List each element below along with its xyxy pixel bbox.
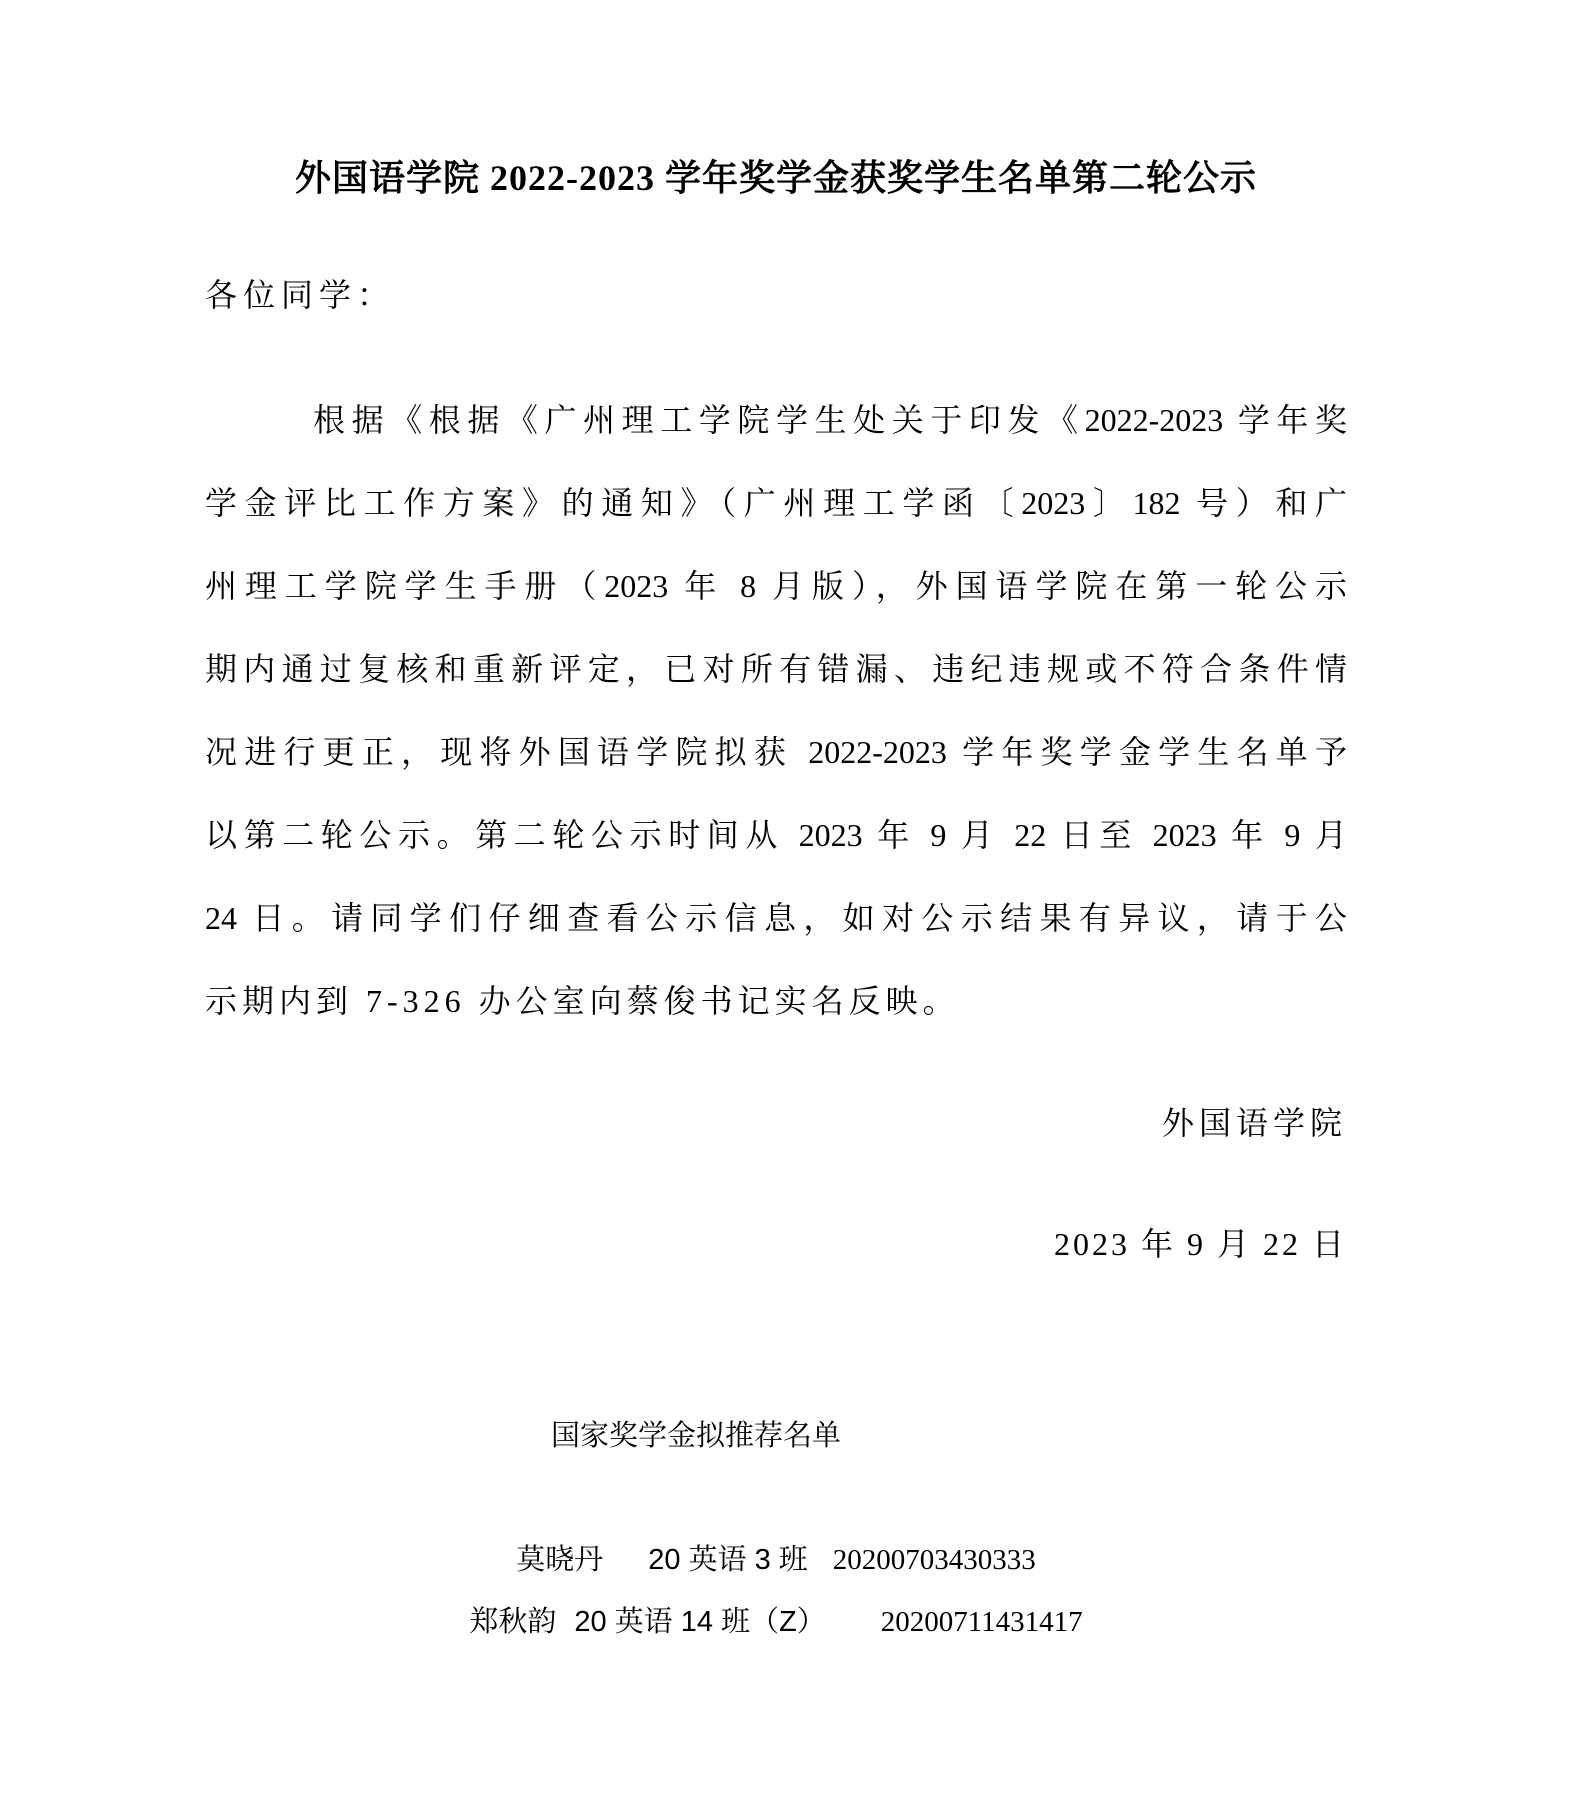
signature-date: 2023 年 9 月 22 日 xyxy=(1053,1226,1347,1262)
paragraph-line: 学金评比工作方案》的通知》（广州理工学函〔2023〕182 号）和广 xyxy=(205,485,1347,521)
student-name: 莫晓丹 xyxy=(516,1544,604,1576)
student-row xyxy=(205,1540,1347,1580)
paragraph-line: 24 日。请同学们仔细查看公示信息，如对公示结果有异议，请于公 xyxy=(205,900,1347,936)
document-content xyxy=(0,154,1587,1642)
student-id: 20200711431417 xyxy=(880,1606,1083,1638)
student-name: 郑秋韵 xyxy=(469,1606,557,1638)
student-class: 20 英语 3 班 xyxy=(648,1544,808,1576)
body-paragraph xyxy=(205,379,1347,1043)
paragraph-line: 况进行更正，现将外国语学院拟获 2022-2023 学年奖学金学生名单予 xyxy=(205,734,1347,770)
signature-unit: 外国语学院 xyxy=(1161,1105,1347,1141)
paragraph-line: 期内通过复核和重新评定，已对所有错漏、违纪违规或不符合条件情 xyxy=(205,651,1347,687)
paragraph-line: 以第二轮公示。第二轮公示时间从 2023 年 9 月 22 日至 2023 年 9 月 xyxy=(205,817,1347,853)
student-row xyxy=(205,1602,1347,1642)
student-class: 20 英语 14 班（Z） xyxy=(574,1606,826,1638)
document-title: 外国语学院 2022-2023 学年奖学金获奖学生名单第二轮公示 xyxy=(295,158,1257,198)
paragraph-line: 州理工学院学生手册（2023 年 8 月版），外国语学院在第一轮公示 xyxy=(205,568,1347,604)
salutation: 各位同学： xyxy=(205,277,396,313)
student-id: 20200703430333 xyxy=(832,1544,1036,1576)
paragraph-line: 根据《根据《广州理工学院学生处关于印发《2022-2023 学年奖 xyxy=(313,402,1347,438)
paragraph-line: 示期内到 7-326 办公室向蔡俊书记实名反映。 xyxy=(205,983,960,1019)
list-heading: 国家奖学金拟推荐名单 xyxy=(550,1420,841,1452)
